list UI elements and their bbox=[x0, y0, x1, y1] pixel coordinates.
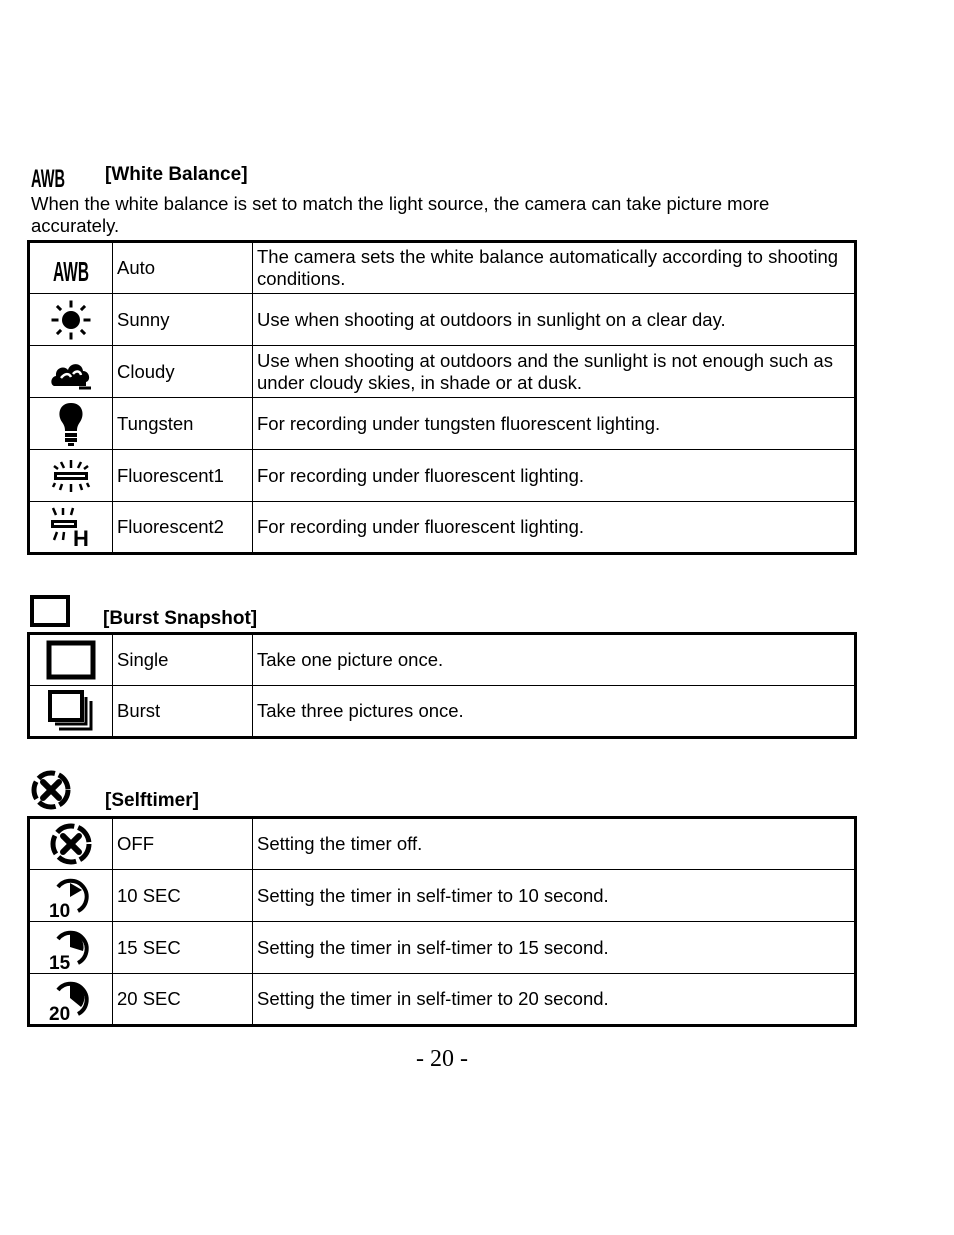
svg-text:AWB: AWB bbox=[53, 256, 89, 287]
timer-badge: 10 bbox=[49, 900, 71, 922]
white-balance-table bbox=[27, 240, 857, 555]
page-number: - 20 - bbox=[416, 1046, 468, 1072]
timer-15-icon bbox=[48, 925, 94, 974]
table-row bbox=[29, 686, 856, 738]
option-desc: Setting the timer in self-timer to 20 second. bbox=[253, 974, 856, 1026]
table-row bbox=[29, 818, 856, 870]
single-frame-icon bbox=[46, 640, 96, 680]
table-row bbox=[29, 346, 856, 398]
option-name: Cloudy bbox=[113, 346, 253, 398]
option-desc: Use when shooting at outdoors in sunlight on a clear day. bbox=[253, 294, 856, 346]
table-row bbox=[29, 294, 856, 346]
bulb-icon bbox=[51, 401, 91, 447]
option-desc: For recording under fluorescent lighting. bbox=[253, 502, 856, 554]
awb-icon bbox=[51, 248, 91, 288]
selftimer-table bbox=[27, 816, 857, 1027]
option-desc: For recording under tungsten fluorescent lighting. bbox=[253, 398, 856, 450]
table-row bbox=[29, 398, 856, 450]
table-row bbox=[29, 922, 856, 974]
option-desc: The camera sets the white balance automatically according to shooting conditions. bbox=[253, 242, 856, 294]
option-desc: Use when shooting at outdoors and the sunlight is not enough such as under cloudy skies, in shade or at dusk. bbox=[253, 346, 856, 398]
burst-table bbox=[27, 632, 857, 739]
fluorescent2-icon bbox=[49, 506, 93, 551]
option-desc: Take three pictures once. bbox=[253, 686, 856, 738]
timer-off-icon bbox=[49, 822, 93, 866]
white-balance-heading bbox=[30, 158, 248, 192]
option-name: Tungsten bbox=[113, 398, 253, 450]
svg-text:H: H bbox=[73, 526, 89, 551]
option-desc: Take one picture once. bbox=[253, 634, 856, 686]
table-row bbox=[29, 502, 856, 554]
option-desc: For recording under fluorescent lighting. bbox=[253, 450, 856, 502]
option-name: 20 SEC bbox=[113, 974, 253, 1026]
option-desc: Setting the timer in self-timer to 10 second. bbox=[253, 870, 856, 922]
table-row bbox=[29, 242, 856, 294]
option-desc: Setting the timer off. bbox=[253, 818, 856, 870]
option-name: OFF bbox=[113, 818, 253, 870]
table-row bbox=[29, 974, 856, 1026]
burst-heading bbox=[30, 592, 257, 630]
burst-frames-icon bbox=[47, 689, 95, 733]
table-row bbox=[29, 634, 856, 686]
option-name: 10 SEC bbox=[113, 870, 253, 922]
white-balance-title: [White Balance] bbox=[105, 164, 248, 185]
cloud-icon bbox=[49, 352, 93, 392]
selftimer-heading bbox=[30, 768, 199, 812]
option-name: Auto bbox=[113, 242, 253, 294]
awb-icon bbox=[30, 158, 66, 192]
timer-10-icon bbox=[48, 873, 94, 922]
timer-20-icon bbox=[48, 976, 94, 1025]
svg-text:AWB: AWB bbox=[31, 165, 65, 193]
selftimer-title: [Selftimer] bbox=[105, 790, 199, 811]
timer-badge: 15 bbox=[49, 952, 71, 974]
option-name: Fluorescent2 bbox=[113, 502, 253, 554]
timer-badge: 20 bbox=[49, 1004, 71, 1025]
option-name: Single bbox=[113, 634, 253, 686]
burst-title: [Burst Snapshot] bbox=[103, 608, 258, 629]
option-name: Sunny bbox=[113, 294, 253, 346]
single-frame-icon bbox=[30, 595, 70, 627]
table-row bbox=[29, 870, 856, 922]
option-name: 15 SEC bbox=[113, 922, 253, 974]
white-balance-intro: When the white balance is set to match the light source, the camera can take picture more accurately. bbox=[31, 193, 770, 236]
table-row bbox=[29, 450, 856, 502]
option-name: Burst bbox=[113, 686, 253, 738]
timer-off-icon bbox=[30, 769, 72, 811]
option-desc: Setting the timer in self-timer to 15 second. bbox=[253, 922, 856, 974]
sun-icon bbox=[51, 300, 91, 340]
option-name: Fluorescent1 bbox=[113, 450, 253, 502]
fluorescent1-icon bbox=[51, 456, 91, 496]
